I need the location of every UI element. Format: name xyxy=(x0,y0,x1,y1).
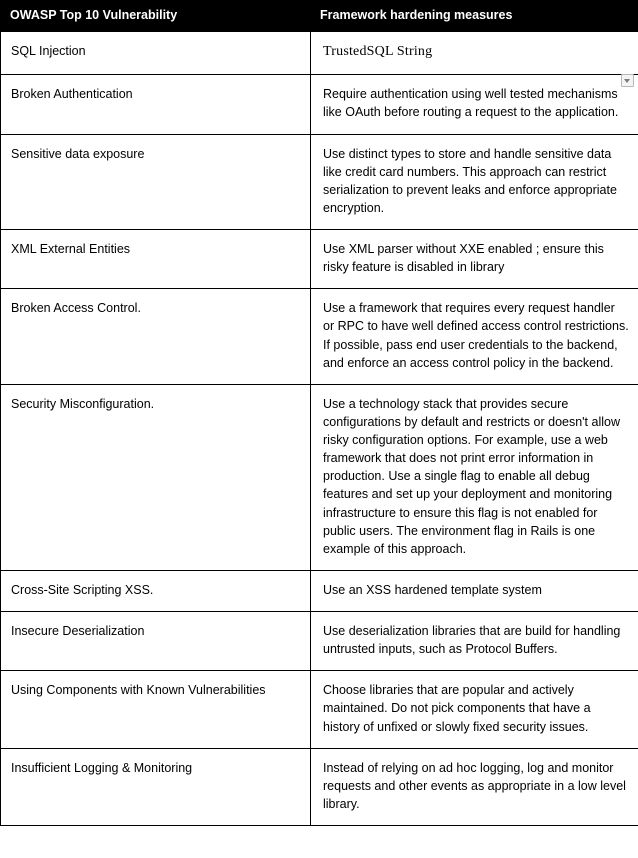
table-row xyxy=(1,384,638,570)
cell-vulnerability: Using Components with Known Vulnerabilities xyxy=(1,671,311,748)
column-header-measures: Framework hardening measures xyxy=(311,1,638,32)
chevron-down-icon[interactable] xyxy=(621,74,634,87)
trusted-sql-string-term: TrustedSQL String xyxy=(323,44,433,59)
cell-measure: Use XML parser without XXE enabled ; ensure this risky feature is disabled in library xyxy=(311,230,638,289)
cell-measure xyxy=(311,32,638,75)
cell-vulnerability: SQL Injection xyxy=(1,32,311,75)
cell-vulnerability: Broken Access Control. xyxy=(1,289,311,385)
table-body xyxy=(1,32,638,826)
cell-measure: Require authentication using well tested mechanisms like OAuth before routing a request to the application. xyxy=(311,75,638,134)
cell-measure: Instead of relying on ad hoc logging, log and monitor requests and other events as appropriate in a low level library. xyxy=(311,748,638,825)
table-row xyxy=(1,230,638,289)
cell-vulnerability: Cross-Site Scripting XSS. xyxy=(1,570,311,611)
table-header xyxy=(1,1,638,32)
table-row xyxy=(1,748,638,825)
cell-vulnerability: XML External Entities xyxy=(1,230,311,289)
cell-vulnerability: Security Misconfiguration. xyxy=(1,384,311,570)
table-row xyxy=(1,671,638,748)
cell-vulnerability: Broken Authentication xyxy=(1,75,311,134)
table-row xyxy=(1,570,638,611)
cell-vulnerability: Insufficient Logging & Monitoring xyxy=(1,748,311,825)
table-row xyxy=(1,75,638,134)
cell-measure: Choose libraries that are popular and actively maintained. Do not pick components that have a history of unfixed or slowly fixed security issues. xyxy=(311,671,638,748)
cell-measure: Use a framework that requires every request handler or RPC to have well defined access control restrictions. If possible, pass end user credentials to the backend, and enforce an access control policy in the backend. xyxy=(311,289,638,385)
cell-vulnerability: Sensitive data exposure xyxy=(1,134,311,230)
cell-measure: Use a technology stack that provides secure configurations by default and restricts or doesn't allow risky configuration options. For example, use a web framework that does not print error information in production. Use a single flag to enable all debug features and set up your deployment and monitoring infrastructure to ensure this flag is not enabled for public users. The environment flag in Rails is one example of this approach. xyxy=(311,384,638,570)
column-header-vulnerability: OWASP Top 10 Vulnerability xyxy=(1,1,311,32)
table-row xyxy=(1,134,638,230)
cell-measure: Use distinct types to store and handle sensitive data like credit card numbers. This approach can restrict serialization to prevent leaks and enforce appropriate encryption. xyxy=(311,134,638,230)
cell-measure: Use deserialization libraries that are build for handling untrusted inputs, such as Protocol Buffers. xyxy=(311,612,638,671)
cell-measure: Use an XSS hardened template system xyxy=(311,570,638,611)
cell-vulnerability: Insecure Deserialization xyxy=(1,612,311,671)
table-header-row xyxy=(1,1,638,32)
table-row xyxy=(1,32,638,75)
table-row xyxy=(1,289,638,385)
table-row xyxy=(1,612,638,671)
